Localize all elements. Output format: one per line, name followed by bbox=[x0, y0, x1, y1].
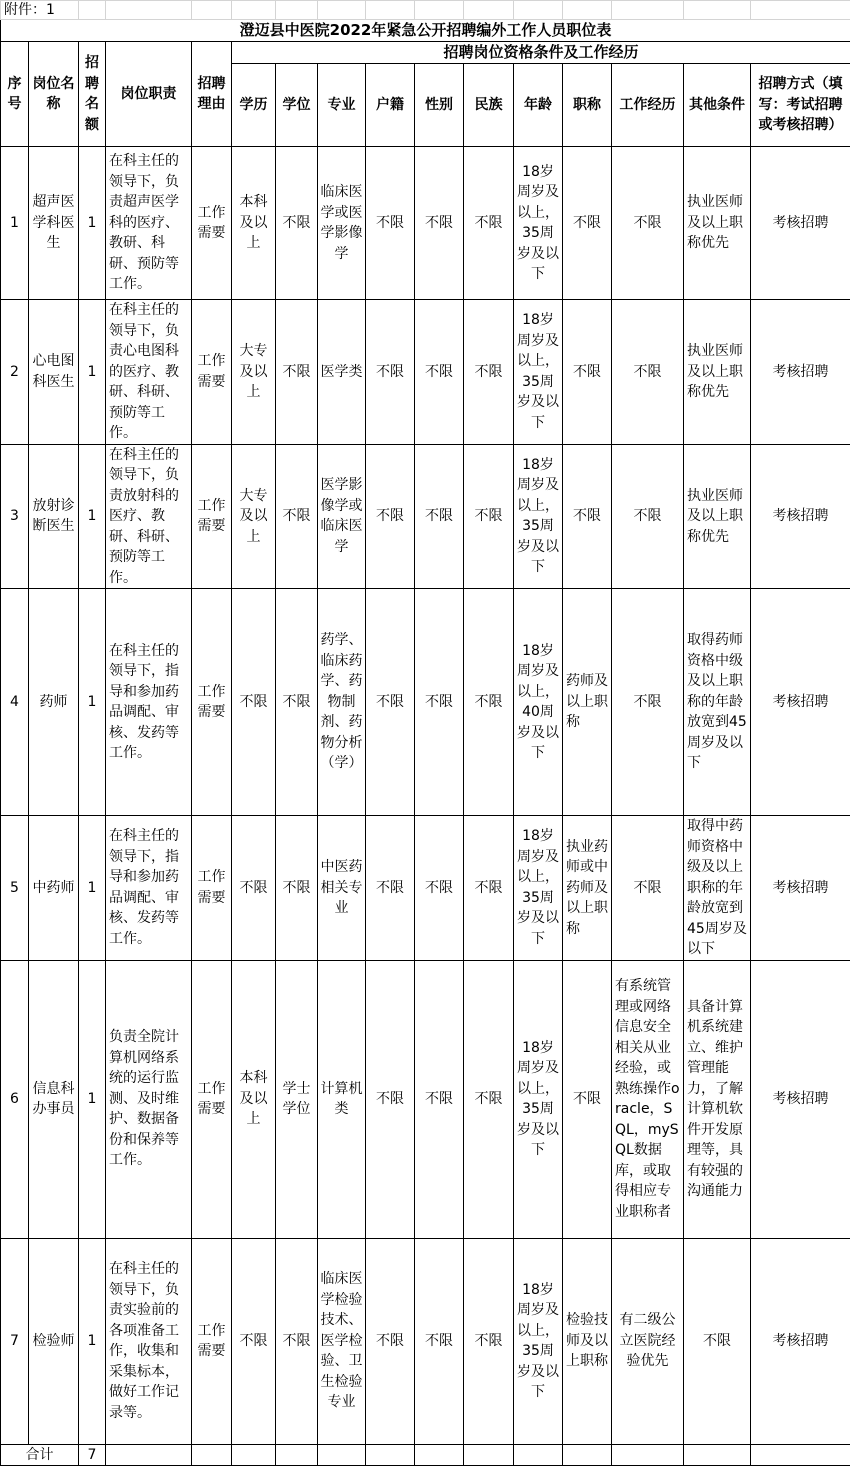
row-age: 18岁周岁及以上，35周岁及以下 bbox=[514, 147, 563, 300]
row-degree: 不限 bbox=[276, 1238, 318, 1444]
row-title-rank: 执业药师或中药师及以上职称 bbox=[563, 816, 612, 961]
row-title-rank: 不限 bbox=[563, 147, 612, 300]
header-other: 其他条件 bbox=[684, 64, 751, 147]
row-other: 执业医师及以上职称优先 bbox=[684, 300, 751, 445]
header-gender: 性别 bbox=[415, 64, 464, 147]
table-row bbox=[1, 960, 850, 1238]
row-duties: 在科主任的领导下，负责放射科的医疗、教研、科研、预防等工作。 bbox=[106, 444, 192, 589]
row-quota: 1 bbox=[79, 960, 106, 1238]
row-post-name: 中药师 bbox=[29, 816, 79, 961]
row-other: 执业医师及以上职称优先 bbox=[684, 444, 751, 589]
row-major: 医学影像学或临床医学 bbox=[318, 444, 366, 589]
row-reason: 工作需要 bbox=[192, 816, 232, 961]
header-duties: 岗位职责 bbox=[106, 42, 192, 147]
header-age: 年龄 bbox=[514, 64, 563, 147]
row-other: 不限 bbox=[684, 1238, 751, 1444]
header-major: 专业 bbox=[318, 64, 366, 147]
row-gender: 不限 bbox=[415, 589, 464, 816]
total-row bbox=[1, 1444, 850, 1465]
row-household: 不限 bbox=[366, 816, 415, 961]
row-major: 临床医学检验技术、医学检验、卫生检验专业 bbox=[318, 1238, 366, 1444]
row-index: 7 bbox=[1, 1238, 29, 1444]
table-row bbox=[1, 589, 850, 816]
row-post-name: 药师 bbox=[29, 589, 79, 816]
row-ethnicity: 不限 bbox=[464, 444, 514, 589]
row-gender: 不限 bbox=[415, 444, 464, 589]
row-degree: 不限 bbox=[276, 816, 318, 961]
row-method: 考核招聘 bbox=[751, 444, 850, 589]
row-method: 考核招聘 bbox=[751, 589, 850, 816]
row-major: 医学类 bbox=[318, 300, 366, 445]
row-experience: 不限 bbox=[612, 816, 684, 961]
table-row bbox=[1, 444, 850, 589]
row-reason: 工作需要 bbox=[192, 1238, 232, 1444]
row-reason: 工作需要 bbox=[192, 147, 232, 300]
row-quota: 1 bbox=[79, 589, 106, 816]
row-age: 18岁周岁及以上，35周岁及以下 bbox=[514, 960, 563, 1238]
row-other: 取得中药师资格中级及以上职称的年龄放宽到45周岁及以下 bbox=[684, 816, 751, 961]
row-major: 临床医学或医学影像学 bbox=[318, 147, 366, 300]
row-degree: 不限 bbox=[276, 444, 318, 589]
row-ethnicity: 不限 bbox=[464, 816, 514, 961]
row-quota: 1 bbox=[79, 1238, 106, 1444]
row-quota: 1 bbox=[79, 147, 106, 300]
row-index: 5 bbox=[1, 816, 29, 961]
row-gender: 不限 bbox=[415, 300, 464, 445]
row-degree: 不限 bbox=[276, 589, 318, 816]
row-experience: 不限 bbox=[612, 589, 684, 816]
row-experience: 有系统管理或网络信息安全相关从业经验，或熟练操作oracle，SQL，mySQL数据库，或取得相应专业职称者 bbox=[612, 960, 684, 1238]
row-education: 大专及以上 bbox=[232, 444, 276, 589]
row-ethnicity: 不限 bbox=[464, 300, 514, 445]
row-age: 18岁周岁及以上，40周岁及以下 bbox=[514, 589, 563, 816]
row-index: 4 bbox=[1, 589, 29, 816]
row-ethnicity: 不限 bbox=[464, 147, 514, 300]
total-label: 合计 bbox=[1, 1444, 79, 1465]
row-major: 药学、临床药学、药物制剂、药物分析（学） bbox=[318, 589, 366, 816]
header-household: 户籍 bbox=[366, 64, 415, 147]
row-age: 18岁周岁及以上，35周岁及以下 bbox=[514, 1238, 563, 1444]
row-title-rank: 不限 bbox=[563, 444, 612, 589]
row-post-name: 超声医学科医生 bbox=[29, 147, 79, 300]
header-title-rank: 职称 bbox=[563, 64, 612, 147]
row-gender: 不限 bbox=[415, 816, 464, 961]
row-post-name: 信息科办事员 bbox=[29, 960, 79, 1238]
row-duties: 在科主任的领导下，指导和参加药品调配、审核、发药等工作。 bbox=[106, 816, 192, 961]
row-major: 计算机类 bbox=[318, 960, 366, 1238]
row-education: 不限 bbox=[232, 816, 276, 961]
row-household: 不限 bbox=[366, 1238, 415, 1444]
row-gender: 不限 bbox=[415, 147, 464, 300]
row-duties: 负责全院计算机网络系统的运行监测、及时维护、数据备份和保养等工作。 bbox=[106, 960, 192, 1238]
row-household: 不限 bbox=[366, 589, 415, 816]
row-household: 不限 bbox=[366, 960, 415, 1238]
header-qualification-group: 招聘岗位资格条件及工作经历 bbox=[232, 42, 850, 64]
row-other: 取得药师资格中级及以上职称的年龄放宽到45周岁及以下 bbox=[684, 589, 751, 816]
row-ethnicity: 不限 bbox=[464, 1238, 514, 1444]
row-reason: 工作需要 bbox=[192, 960, 232, 1238]
header-reason: 招聘理由 bbox=[192, 42, 232, 147]
row-quota: 1 bbox=[79, 816, 106, 961]
header-index: 序号 bbox=[1, 42, 29, 147]
table-row bbox=[1, 816, 850, 961]
row-duties: 在科主任的领导下，负责超声医学科的医疗、教研、科研、预防等工作。 bbox=[106, 147, 192, 300]
row-education: 本科及以上 bbox=[232, 960, 276, 1238]
row-household: 不限 bbox=[366, 147, 415, 300]
row-household: 不限 bbox=[366, 300, 415, 445]
row-age: 18岁周岁及以上，35周岁及以下 bbox=[514, 444, 563, 589]
row-other: 具备计算机系统建立、维护管理能力，了解计算机软件开发原理等，具有较强的沟通能力 bbox=[684, 960, 751, 1238]
row-title-rank: 不限 bbox=[563, 300, 612, 445]
row-quota: 1 bbox=[79, 300, 106, 445]
row-experience: 不限 bbox=[612, 300, 684, 445]
row-education: 本科及以上 bbox=[232, 147, 276, 300]
row-method: 考核招聘 bbox=[751, 300, 850, 445]
row-education: 大专及以上 bbox=[232, 300, 276, 445]
row-ethnicity: 不限 bbox=[464, 960, 514, 1238]
row-gender: 不限 bbox=[415, 960, 464, 1238]
row-duties: 在科主任的领导下，指导和参加药品调配、审核、发药等工作。 bbox=[106, 589, 192, 816]
row-experience: 不限 bbox=[612, 147, 684, 300]
row-gender: 不限 bbox=[415, 1238, 464, 1444]
row-education: 不限 bbox=[232, 1238, 276, 1444]
row-method: 考核招聘 bbox=[751, 960, 850, 1238]
row-title-rank: 药师及以上职称 bbox=[563, 589, 612, 816]
row-method: 考核招聘 bbox=[751, 147, 850, 300]
total-value: 7 bbox=[79, 1444, 106, 1465]
header-ethnicity: 民族 bbox=[464, 64, 514, 147]
header-post-name: 岗位名称 bbox=[29, 42, 79, 147]
row-duties: 在科主任的领导下，负责实验前的各项准备工作，收集和采集标本，做好工作记录等。 bbox=[106, 1238, 192, 1444]
table-row bbox=[1, 300, 850, 445]
row-education: 不限 bbox=[232, 589, 276, 816]
row-index: 1 bbox=[1, 147, 29, 300]
header-experience: 工作经历 bbox=[612, 64, 684, 147]
row-method: 考核招聘 bbox=[751, 816, 850, 961]
table-title: 澄迈县中医院2022年紧急公开招聘编外工作人员职位表 bbox=[1, 20, 850, 42]
table-row bbox=[1, 1238, 850, 1444]
header-education: 学历 bbox=[232, 64, 276, 147]
table-row bbox=[1, 147, 850, 300]
row-experience: 不限 bbox=[612, 444, 684, 589]
row-major: 中医药相关专业 bbox=[318, 816, 366, 961]
row-degree: 不限 bbox=[276, 147, 318, 300]
row-post-name: 检验师 bbox=[29, 1238, 79, 1444]
row-title-rank: 检验技师及以上职称 bbox=[563, 1238, 612, 1444]
row-duties: 在科主任的领导下，负责心电图科的医疗、教研、科研、预防等工作。 bbox=[106, 300, 192, 445]
row-experience: 有二级公立医院经验优先 bbox=[612, 1238, 684, 1444]
row-post-name: 心电图科医生 bbox=[29, 300, 79, 445]
row-other: 执业医师及以上职称优先 bbox=[684, 147, 751, 300]
row-degree: 学士学位 bbox=[276, 960, 318, 1238]
row-title-rank: 不限 bbox=[563, 960, 612, 1238]
row-index: 6 bbox=[1, 960, 29, 1238]
header-degree: 学位 bbox=[276, 64, 318, 147]
row-quota: 1 bbox=[79, 444, 106, 589]
row-index: 3 bbox=[1, 444, 29, 589]
attachment-label: 附件：1 bbox=[1, 1, 79, 20]
row-post-name: 放射诊断医生 bbox=[29, 444, 79, 589]
row-age: 18岁周岁及以上，35周岁及以下 bbox=[514, 300, 563, 445]
row-degree: 不限 bbox=[276, 300, 318, 445]
header-quota: 招聘名额 bbox=[79, 42, 106, 147]
row-method: 考核招聘 bbox=[751, 1238, 850, 1444]
row-household: 不限 bbox=[366, 444, 415, 589]
row-reason: 工作需要 bbox=[192, 444, 232, 589]
row-ethnicity: 不限 bbox=[464, 589, 514, 816]
row-reason: 工作需要 bbox=[192, 300, 232, 445]
row-index: 2 bbox=[1, 300, 29, 445]
row-age: 18岁周岁及以上，35周岁及以下 bbox=[514, 816, 563, 961]
row-reason: 工作需要 bbox=[192, 589, 232, 816]
header-method: 招聘方式（填写：考试招聘或考核招聘） bbox=[751, 64, 850, 147]
